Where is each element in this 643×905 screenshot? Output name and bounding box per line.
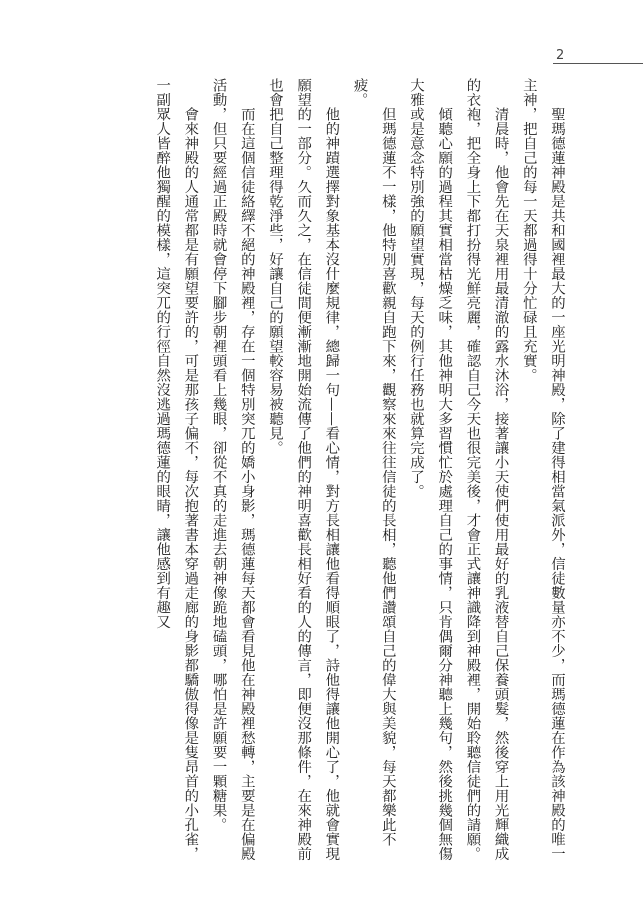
body-text: [148, 78, 571, 868]
page-number: 2: [556, 48, 565, 63]
paragraph-3: 傾聽心願的過程其實相當枯燥乏味，其他神明大多習慣忙於處理自己的事情，只肯偶爾分神聽上幾句，然後挑幾個無傷大雅或是意念特別強的願望實現，每天的例行任務也就算完成了。: [407, 78, 453, 861]
paragraph-4: 但瑪德蓮不一樣，他特別喜歡親自跑下來，觀察來來往往信徒的長相，聽他們讚頌自己的偉大與美貌，每天都樂此不疲。: [351, 78, 396, 847]
paragraph-6: 而在這個信徒絡繹不絕的神殿裡，存在一個特別突兀的嬌小身影，瑪德蓮每天都會看見他在神殿裡愁轉，主要是在偏殿活動，但只要經過正殿時就會停下腳步朝裡頭看上幾眼，卻從不真的走進去朝神像跪地磕頭，哪怕是許願要一顆糖果。: [210, 78, 255, 861]
paragraph-1: 聖瑪德蓮神殿是共和國裡最大的一座光明神殿，除了建得相當氣派外，信徒數量亦不少，而瑪德蓮在作為該神殿的唯一主神，把自己的每一天都過得十分忙碌且充實。: [520, 78, 565, 861]
paragraph-7: 會來神殿的人通常都是有願望要許的，可是那孩子偏不，每次抱著書本穿過走廊的身影都驕傲得像是隻昂首的小孔雀，一副眾人皆醉他獨醒的模樣，這突兀的行徑自然沒逃過瑪德蓮的眼睛，讓他感到有趣又: [154, 78, 199, 861]
header-rule: [553, 63, 643, 64]
paragraph-5: 他的神蹟選擇對象基本沒什麼規律，總歸一句——看心情，對方長相讓他看得順眼了，詩他得讓他開心了，他就會實現願望的一部分。久而久之，在信徒間便漸漸地開始流傳了他們的神明喜歡長相好看的人的傳言，即便沒那條件，在來神殿前也會把自己整理得乾淨些，好讓自己的願望較容易被聽見。: [266, 78, 340, 861]
paragraph-2: 清晨時，他會先在天泉裡用最清澈的露水沐浴，接著讓小天使們使用最好的乳液替自己保養頭髮，然後穿上用光輝織成的衣袍，把全身上下都打扮得光鮮亮麗，確認自己今天也很完美後，才會正式讓神識降到神殿裡，開始聆聽信徒們的請願。: [464, 78, 509, 861]
